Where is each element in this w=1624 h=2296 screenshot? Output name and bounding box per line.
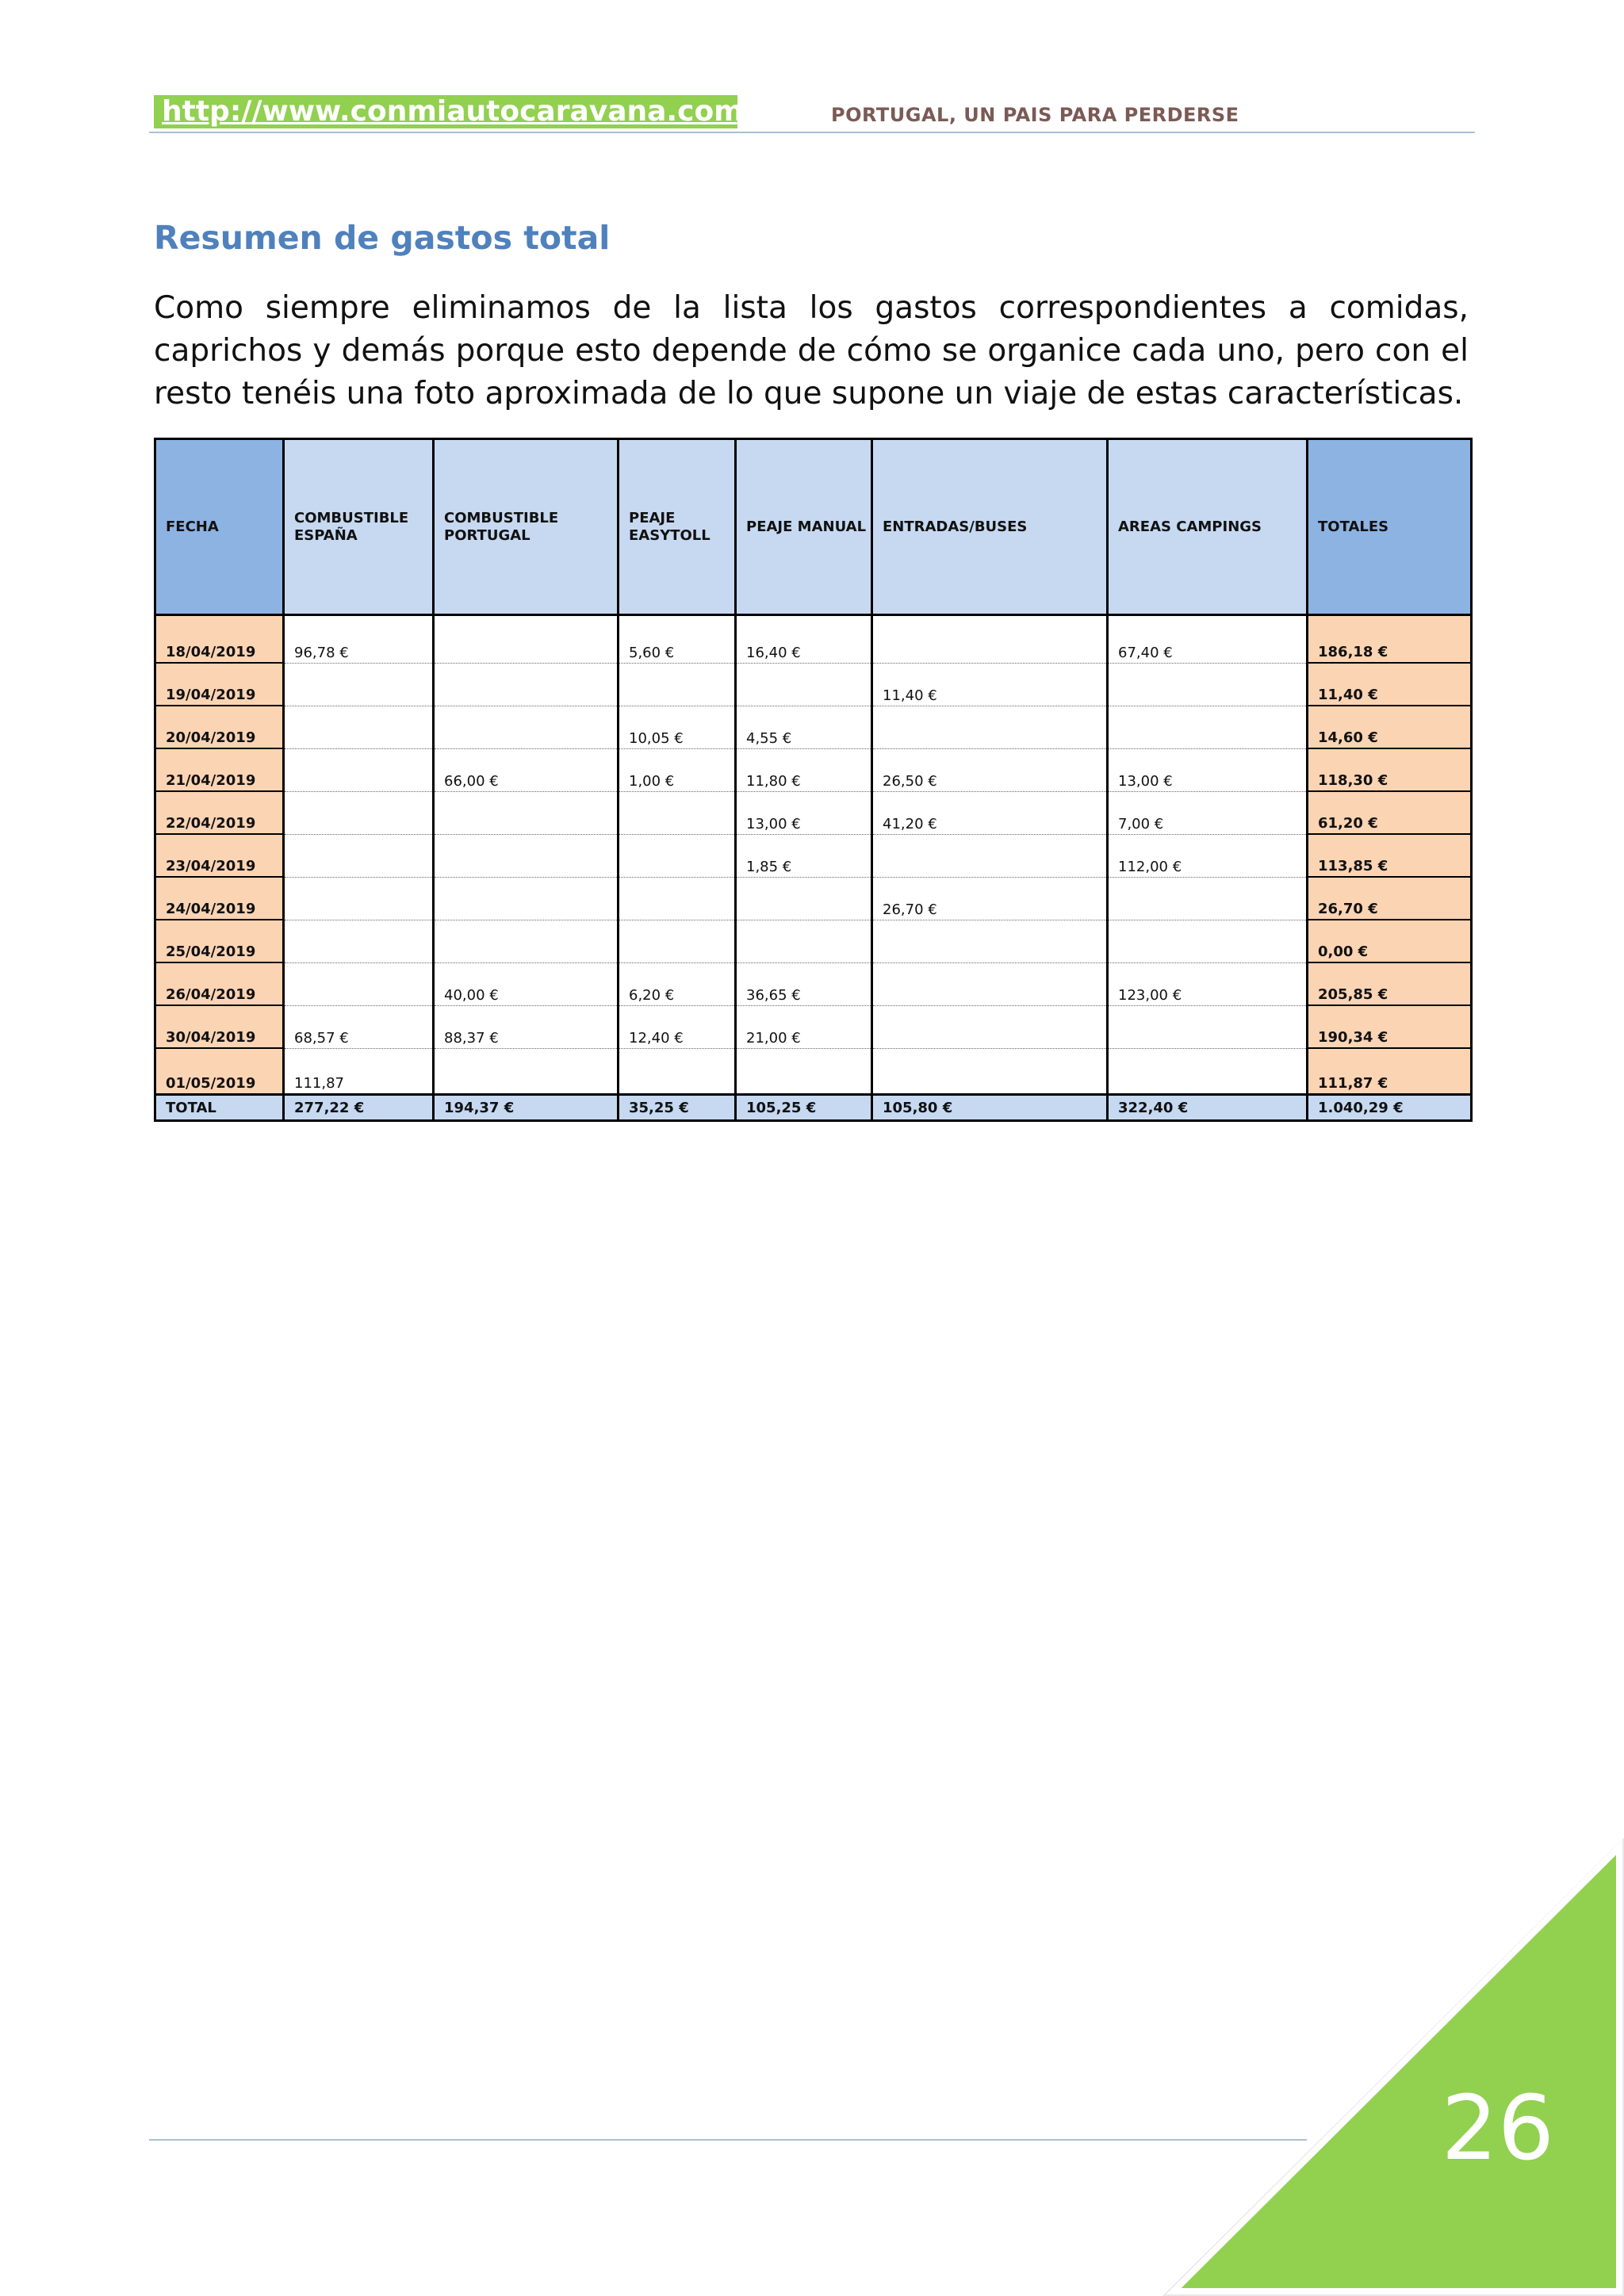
- expenses-table: [154, 438, 1473, 1122]
- date-cell: 23/04/2019: [155, 834, 284, 877]
- amount-cell: 41,20 €: [872, 791, 1108, 834]
- amount-cell: [434, 706, 619, 748]
- website-link[interactable]: http://www.conmiautocaravana.com: [154, 95, 737, 128]
- amount-cell: 112,00 €: [1108, 834, 1308, 877]
- amount-cell: 11,40 €: [872, 663, 1108, 706]
- row-total-cell: 113,85 €: [1308, 834, 1472, 877]
- amount-cell: 13,00 €: [736, 791, 872, 834]
- date-cell: 21/04/2019: [155, 748, 284, 791]
- amount-cell: [619, 920, 736, 962]
- total-cell: 277,22 €: [284, 1095, 434, 1121]
- amount-cell: [434, 877, 619, 920]
- date-cell: 20/04/2019: [155, 706, 284, 748]
- amount-cell: [284, 920, 434, 962]
- amount-cell: 88,37 €: [434, 1005, 619, 1048]
- total-cell: 194,37 €: [434, 1095, 619, 1121]
- date-cell: 18/04/2019: [155, 615, 284, 664]
- total-cell: 322,40 €: [1108, 1095, 1308, 1121]
- amount-cell: 67,40 €: [1108, 615, 1308, 664]
- amount-cell: [1108, 706, 1308, 748]
- amount-cell: 36,65 €: [736, 962, 872, 1005]
- column-header-combustible-espana: COMBUSTIBLE ESPAÑA: [284, 439, 434, 615]
- page-corner-triangle: [1148, 1823, 1624, 2296]
- row-total-cell: 14,60 €: [1308, 706, 1472, 748]
- page-number: 26: [1441, 2077, 1554, 2180]
- date-cell: 19/04/2019: [155, 663, 284, 706]
- row-total-cell: 118,30 €: [1308, 748, 1472, 791]
- table-row: [155, 877, 1472, 920]
- amount-cell: 21,00 €: [736, 1005, 872, 1048]
- row-total-cell: 11,40 €: [1308, 663, 1472, 706]
- amount-cell: [1108, 1005, 1308, 1048]
- table-row: [155, 1005, 1472, 1048]
- amount-cell: [736, 877, 872, 920]
- amount-cell: [284, 706, 434, 748]
- amount-cell: 40,00 €: [434, 962, 619, 1005]
- date-cell: 30/04/2019: [155, 1005, 284, 1048]
- amount-cell: [619, 834, 736, 877]
- amount-cell: [1108, 920, 1308, 962]
- table-row: [155, 615, 1472, 664]
- amount-cell: 4,55 €: [736, 706, 872, 748]
- row-total-cell: 0,00 €: [1308, 920, 1472, 962]
- amount-cell: [619, 877, 736, 920]
- row-total-cell: 190,34 €: [1308, 1005, 1472, 1048]
- total-cell: 105,25 €: [736, 1095, 872, 1121]
- amount-cell: 26,70 €: [872, 877, 1108, 920]
- table-row: [155, 791, 1472, 834]
- table-row: [155, 748, 1472, 791]
- amount-cell: [619, 791, 736, 834]
- amount-cell: 68,57 €: [284, 1005, 434, 1048]
- intro-paragraph: Como siempre eliminamos de la lista los gastos correspondientes a comidas, caprichos y demás porque esto depende de cómo se organice cada uno, pero con el resto tenéis una foto aproximada de lo que supone un viaje de estas características.: [154, 290, 1469, 411]
- row-total-cell: 111,87 €: [1308, 1048, 1472, 1095]
- table-row: [155, 706, 1472, 748]
- table-row: [155, 920, 1472, 962]
- amount-cell: [284, 791, 434, 834]
- amount-cell: 10,05 €: [619, 706, 736, 748]
- amount-cell: [736, 1048, 872, 1095]
- column-header-areas-campings: AREAS CAMPINGS: [1108, 439, 1308, 615]
- amount-cell: [619, 1048, 736, 1095]
- table-header-row: [155, 439, 1472, 615]
- amount-cell: 7,00 €: [1108, 791, 1308, 834]
- date-cell: 25/04/2019: [155, 920, 284, 962]
- column-header-peaje-easytoll: PEAJE EASYTOLL: [619, 439, 736, 615]
- amount-cell: [434, 791, 619, 834]
- table-body: [155, 615, 1472, 1095]
- amount-cell: 1,85 €: [736, 834, 872, 877]
- table-row: [155, 962, 1472, 1005]
- amount-cell: [284, 877, 434, 920]
- amount-cell: 13,00 €: [1108, 748, 1308, 791]
- amount-cell: [619, 663, 736, 706]
- amount-cell: [1108, 663, 1308, 706]
- table-total-row: [155, 1095, 1472, 1121]
- amount-cell: 96,78 €: [284, 615, 434, 664]
- amount-cell: [434, 920, 619, 962]
- amount-cell: [434, 663, 619, 706]
- amount-cell: 26,50 €: [872, 748, 1108, 791]
- row-total-cell: 26,70 €: [1308, 877, 1472, 920]
- amount-cell: [284, 663, 434, 706]
- row-total-cell: 186,18 €: [1308, 615, 1472, 664]
- amount-cell: [872, 962, 1108, 1005]
- amount-cell: 16,40 €: [736, 615, 872, 664]
- amount-cell: 6,20 €: [619, 962, 736, 1005]
- amount-cell: 1,00 €: [619, 748, 736, 791]
- amount-cell: [872, 1048, 1108, 1095]
- amount-cell: [872, 920, 1108, 962]
- column-header-combustible-portugal: COMBUSTIBLE PORTUGAL: [434, 439, 619, 615]
- column-header-fecha: FECHA: [155, 439, 284, 615]
- amount-cell: 12,40 €: [619, 1005, 736, 1048]
- header-title: PORTUGAL, UN PAIS PARA PERDERSE: [831, 104, 1239, 126]
- table-row: [155, 663, 1472, 706]
- amount-cell: [434, 1048, 619, 1095]
- section-title: Resumen de gastos total: [154, 219, 611, 257]
- row-total-cell: 61,20 €: [1308, 791, 1472, 834]
- amount-cell: [736, 920, 872, 962]
- amount-cell: 5,60 €: [619, 615, 736, 664]
- amount-cell: 66,00 €: [434, 748, 619, 791]
- total-cell: 35,25 €: [619, 1095, 736, 1121]
- column-header-totales: TOTALES: [1308, 439, 1472, 615]
- amount-cell: [872, 615, 1108, 664]
- amount-cell: [736, 663, 872, 706]
- amount-cell: [1108, 1048, 1308, 1095]
- date-cell: 22/04/2019: [155, 791, 284, 834]
- amount-cell: [284, 962, 434, 1005]
- column-header-peaje-manual: PEAJE MANUAL: [736, 439, 872, 615]
- amount-cell: 11,80 €: [736, 748, 872, 791]
- footer-divider: [149, 2139, 1307, 2141]
- amount-cell: 123,00 €: [1108, 962, 1308, 1005]
- table-row: [155, 1048, 1472, 1095]
- date-cell: 26/04/2019: [155, 962, 284, 1005]
- amount-cell: [434, 615, 619, 664]
- amount-cell: [872, 834, 1108, 877]
- amount-cell: 111,87: [284, 1048, 434, 1095]
- amount-cell: [284, 748, 434, 791]
- grand-total-cell: 1.040,29 €: [1308, 1095, 1472, 1121]
- total-cell: 105,80 €: [872, 1095, 1108, 1121]
- amount-cell: [284, 834, 434, 877]
- total-cell: TOTAL: [155, 1095, 284, 1121]
- amount-cell: [1108, 877, 1308, 920]
- header-divider: [149, 132, 1475, 133]
- date-cell: 24/04/2019: [155, 877, 284, 920]
- row-total-cell: 205,85 €: [1308, 962, 1472, 1005]
- table-row: [155, 834, 1472, 877]
- date-cell: 01/05/2019: [155, 1048, 284, 1095]
- column-header-entradas-buses: ENTRADAS/BUSES: [872, 439, 1108, 615]
- amount-cell: [434, 834, 619, 877]
- amount-cell: [872, 706, 1108, 748]
- amount-cell: [872, 1005, 1108, 1048]
